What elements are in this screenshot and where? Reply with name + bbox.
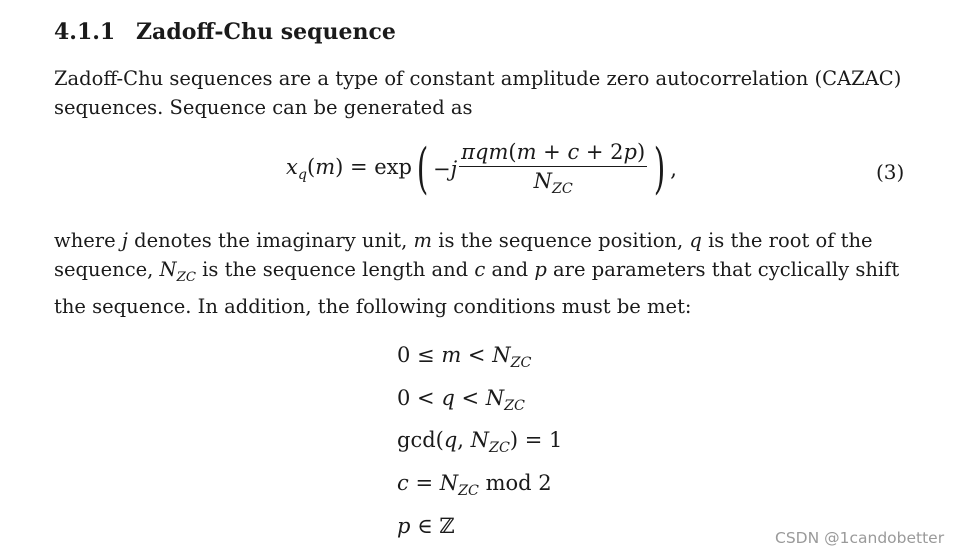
section-title: Zadoff-Chu sequence bbox=[136, 19, 396, 45]
equation-3 bbox=[286, 136, 677, 200]
condition-1: $0 \le m < N_{ZC}$ bbox=[397, 343, 532, 372]
explanation-line-3: the sequence. In addition, the following conditions must be met: bbox=[54, 294, 692, 318]
explanation-line-1: where j denotes the imaginary unit, m is the sequence position, q is the root of the bbox=[54, 229, 873, 252]
equation-trailing-comma: , bbox=[670, 156, 677, 181]
equation-fraction bbox=[459, 140, 647, 197]
csdn-watermark: CSDN @1candobetter bbox=[775, 529, 945, 547]
condition-4: $c = N_{ZC}$ mod 2 bbox=[397, 471, 552, 500]
explanation-paragraph bbox=[54, 226, 899, 321]
intro-paragraph bbox=[54, 64, 901, 122]
condition-3: gcd(q, $N_{ZC}) = 1$ bbox=[397, 428, 563, 457]
fraction-numerator: πqm(m + c + 2p) bbox=[459, 140, 647, 167]
section-heading bbox=[54, 19, 396, 45]
equation-prefix: −j bbox=[433, 156, 458, 181]
conditions-list bbox=[397, 338, 562, 543]
right-paren: ) bbox=[653, 136, 666, 200]
fraction-denominator: $N_{ZC}$ bbox=[533, 169, 573, 198]
condition-2: $0 < q < N_{ZC}$ bbox=[397, 385, 525, 414]
intro-line-1: Zadoff-Chu sequences are a type of constant amplitude zero autocorrelation (CAZAC) bbox=[54, 67, 902, 90]
section-number: 4.1.1 bbox=[54, 19, 116, 45]
equation-number: (3) bbox=[876, 160, 905, 184]
left-paren: ( bbox=[416, 136, 429, 200]
condition-5: p ∈ ℤ bbox=[397, 513, 455, 538]
equation-lhs: $x_q(m) = \exp$ bbox=[286, 154, 412, 183]
intro-line-2: sequences. Sequence can be generated as bbox=[54, 96, 473, 119]
explanation-line-2: sequence, $N_{ZC}$ is the sequence length and c and p are parameters that cyclically shift bbox=[54, 258, 900, 285]
